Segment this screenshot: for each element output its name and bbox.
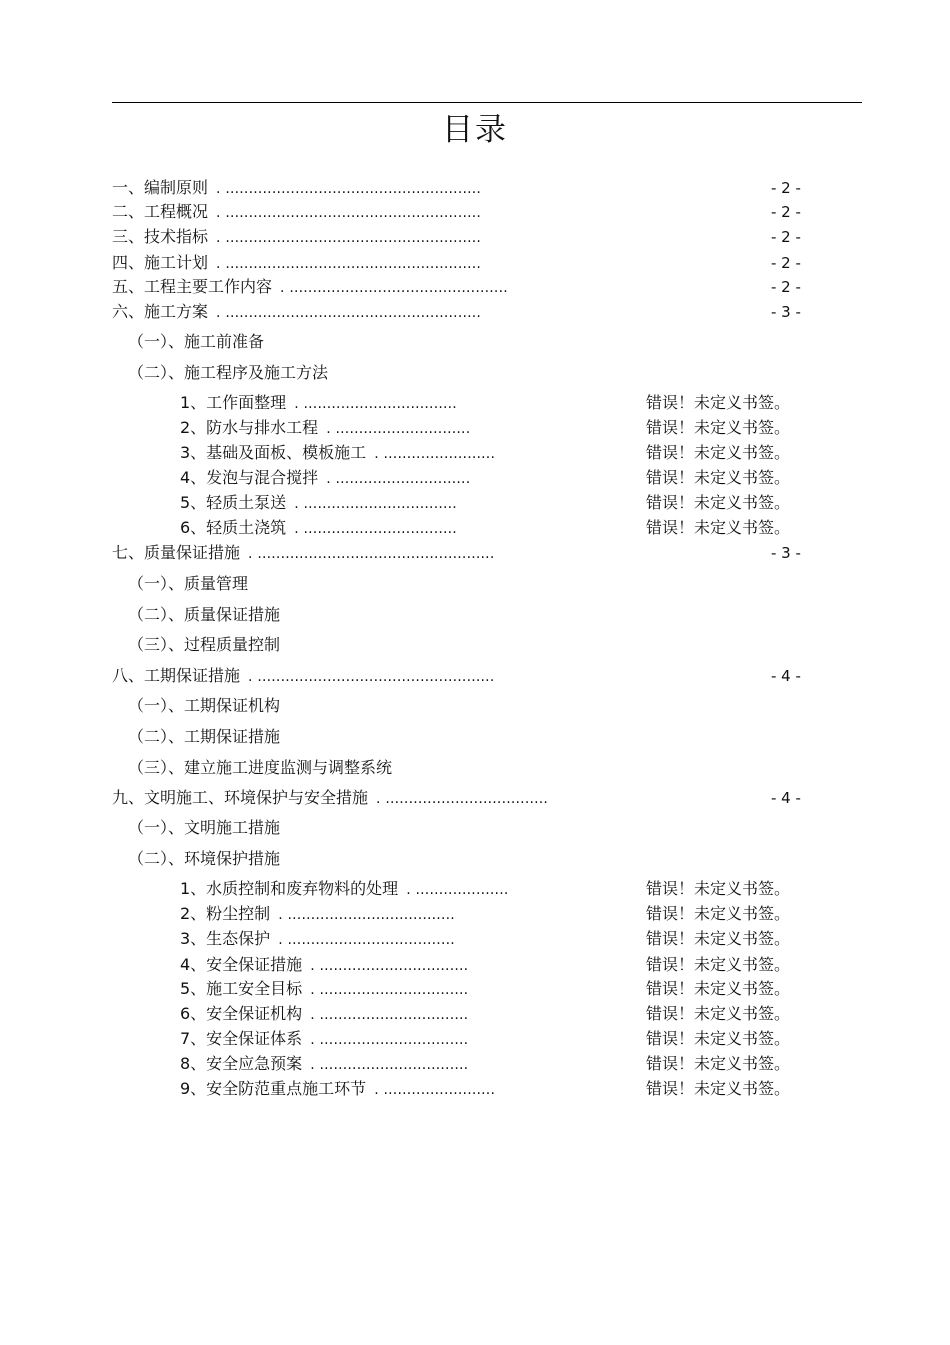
toc-leader-dots: . ....................................................... <box>216 230 482 246</box>
toc-page-number: - 3 - <box>771 303 801 321</box>
toc-leader-dots: . ................................................... <box>248 669 495 685</box>
toc-entry[interactable] <box>112 666 494 687</box>
toc-entry-label: （二）、工期保证措施 <box>128 727 281 746</box>
toc-page-number: - 2 - <box>771 179 801 197</box>
toc-entry[interactable] <box>128 332 264 352</box>
toc-entry[interactable] <box>128 363 328 383</box>
toc-entry[interactable] <box>180 468 470 489</box>
toc-leader-dots: . .................................... <box>278 907 455 923</box>
toc-leader-dots: . ....................................................... <box>216 181 482 197</box>
toc-entry-label: 1、水质控制和废弃物料的处理 <box>180 879 399 898</box>
toc-entry[interactable] <box>112 227 481 248</box>
toc-entry-label: （三）、过程质量控制 <box>128 635 281 654</box>
toc-entry[interactable] <box>128 849 280 869</box>
toc-entry-label: 7、安全保证体系 <box>180 1029 303 1048</box>
toc-entry[interactable] <box>180 393 457 414</box>
toc-page-number: 错误！未定义书签。 <box>646 929 791 948</box>
toc-page-number: 错误！未定义书签。 <box>646 468 791 487</box>
toc-page-number: - 2 - <box>771 203 801 221</box>
toc-leader-dots: . ................................. <box>294 396 457 412</box>
toc-entry[interactable] <box>180 418 470 439</box>
toc-page-number: 错误！未定义书签。 <box>646 955 791 974</box>
toc-entry-label: 3、生态保护 <box>180 929 271 948</box>
toc-leader-dots: . ............................. <box>326 471 471 487</box>
toc-leader-dots: . ................................ <box>310 1032 469 1048</box>
toc-entry[interactable] <box>112 788 548 809</box>
toc-entry-label: 8、安全应急预案 <box>180 1054 303 1073</box>
toc-page-number: - 3 - <box>771 544 801 562</box>
toc-entry-label: 二、工程概况 <box>112 202 209 221</box>
toc-entry-label: （三）、建立施工进度监测与调整系统 <box>128 758 393 777</box>
toc-leader-dots: . .................................... <box>278 932 455 948</box>
toc-page-number: 错误！未定义书签。 <box>646 1054 791 1073</box>
toc-leader-dots: . ................................. <box>294 521 457 537</box>
toc-entry[interactable] <box>180 879 509 900</box>
toc-entry[interactable] <box>128 758 392 778</box>
toc-page-number: 错误！未定义书签。 <box>646 443 791 462</box>
toc-entry[interactable] <box>180 1079 495 1100</box>
toc-entry-label: （一）、质量管理 <box>128 574 249 593</box>
toc-entry[interactable] <box>112 202 481 223</box>
toc-entry-label: （一）、施工前准备 <box>128 332 265 351</box>
toc-leader-dots: . ................................. <box>294 496 457 512</box>
toc-entry-label: 5、施工安全目标 <box>180 979 303 998</box>
toc-entry[interactable] <box>180 1029 468 1050</box>
toc-entry[interactable] <box>180 443 495 464</box>
toc-entry[interactable] <box>112 302 481 323</box>
toc-entry[interactable] <box>180 929 455 950</box>
toc-entry-label: （一）、工期保证机构 <box>128 696 281 715</box>
toc-entry-label: 1、工作面整理 <box>180 393 287 412</box>
toc-page-number: 错误！未定义书签。 <box>646 904 791 923</box>
toc-entry-label: 3、基础及面板、模板施工 <box>180 443 367 462</box>
toc-entry-label: （一）、文明施工措施 <box>128 818 281 837</box>
toc-entry-label: 2、粉尘控制 <box>180 904 271 923</box>
toc-page-number: - 2 - <box>771 278 801 296</box>
toc-entry[interactable] <box>180 1004 468 1025</box>
toc-page-number: - 2 - <box>771 254 801 272</box>
toc-entry[interactable] <box>112 178 481 199</box>
toc-page-number: - 2 - <box>771 228 801 246</box>
toc-entry[interactable] <box>128 605 280 625</box>
toc-entry-label: 四、施工计划 <box>112 253 209 272</box>
toc-entry[interactable] <box>112 253 481 274</box>
toc-entry-label: 2、防水与排水工程 <box>180 418 319 437</box>
toc-entry[interactable] <box>128 635 280 655</box>
toc-entry-label: 5、轻质土泵送 <box>180 493 287 512</box>
toc-entry-label: （二）、环境保护措施 <box>128 849 281 868</box>
toc-leader-dots: . ....................................................... <box>216 205 482 221</box>
toc-leader-dots: . ................................ <box>310 1007 469 1023</box>
toc-entry[interactable] <box>128 696 280 716</box>
toc-page-number: 错误！未定义书签。 <box>646 879 791 898</box>
toc-page-number: 错误！未定义书签。 <box>646 393 791 412</box>
toc-page-number: 错误！未定义书签。 <box>646 1029 791 1048</box>
toc-page-number: 错误！未定义书签。 <box>646 493 791 512</box>
toc-leader-dots: . ................................................... <box>248 546 495 562</box>
toc-leader-dots: . ................................ <box>310 958 469 974</box>
toc-entry[interactable] <box>112 543 494 564</box>
toc-page-number: 错误！未定义书签。 <box>646 1004 791 1023</box>
toc-entry-label: （二）、施工程序及施工方法 <box>128 363 329 382</box>
toc-entry[interactable] <box>180 979 468 1000</box>
toc-entry-label: 4、安全保证措施 <box>180 955 303 974</box>
toc-entry-label: 五、工程主要工作内容 <box>112 277 273 296</box>
toc-entry-label: 一、编制原则 <box>112 178 209 197</box>
toc-leader-dots: . ................................ <box>310 1057 469 1073</box>
toc-leader-dots: . ............................. <box>326 421 471 437</box>
toc-entry-label: 三、技术指标 <box>112 227 209 246</box>
toc-entry[interactable] <box>180 955 468 976</box>
toc-entry-label: 九、文明施工、环境保护与安全措施 <box>112 788 369 807</box>
toc-entry-label: 4、发泡与混合搅拌 <box>180 468 319 487</box>
toc-entry-label: 六、施工方案 <box>112 302 209 321</box>
toc-leader-dots: . ................................ <box>310 982 469 998</box>
toc-entry-label: 八、工期保证措施 <box>112 666 241 685</box>
toc-entry[interactable] <box>128 727 280 747</box>
toc-entry[interactable] <box>112 277 508 298</box>
toc-entry-label: 七、质量保证措施 <box>112 543 241 562</box>
toc-page-number: 错误！未定义书签。 <box>646 1079 791 1098</box>
toc-leader-dots: . ............................................... <box>280 280 508 296</box>
toc-page-number: 错误！未定义书签。 <box>646 518 791 537</box>
toc-entry[interactable] <box>180 493 457 514</box>
toc-page-number: 错误！未定义书签。 <box>646 418 791 437</box>
toc-leader-dots: . .................... <box>406 882 509 898</box>
toc-leader-dots: . ................................... <box>376 791 549 807</box>
toc-entry[interactable] <box>180 518 457 539</box>
toc-entry-label: （二）、质量保证措施 <box>128 605 281 624</box>
toc-entry[interactable] <box>128 818 280 838</box>
toc-leader-dots: . ....................................................... <box>216 305 482 321</box>
toc-leader-dots: . ....................................................... <box>216 256 482 272</box>
toc-entry-label: 9、安全防范重点施工环节 <box>180 1079 367 1098</box>
toc-page-number: 错误！未定义书签。 <box>646 979 791 998</box>
page-title: 目录 <box>442 112 508 148</box>
toc-entry[interactable] <box>180 904 455 925</box>
toc-page-number: - 4 - <box>771 667 801 685</box>
toc-leader-dots: . ........................ <box>374 446 496 462</box>
toc-entry[interactable] <box>128 574 248 594</box>
toc-page-number: - 4 - <box>771 789 801 807</box>
toc-leader-dots: . ........................ <box>374 1082 496 1098</box>
toc-entry-label: 6、安全保证机构 <box>180 1004 303 1023</box>
toc-entry-label: 6、轻质土浇筑 <box>180 518 287 537</box>
toc-entry[interactable] <box>180 1054 468 1075</box>
